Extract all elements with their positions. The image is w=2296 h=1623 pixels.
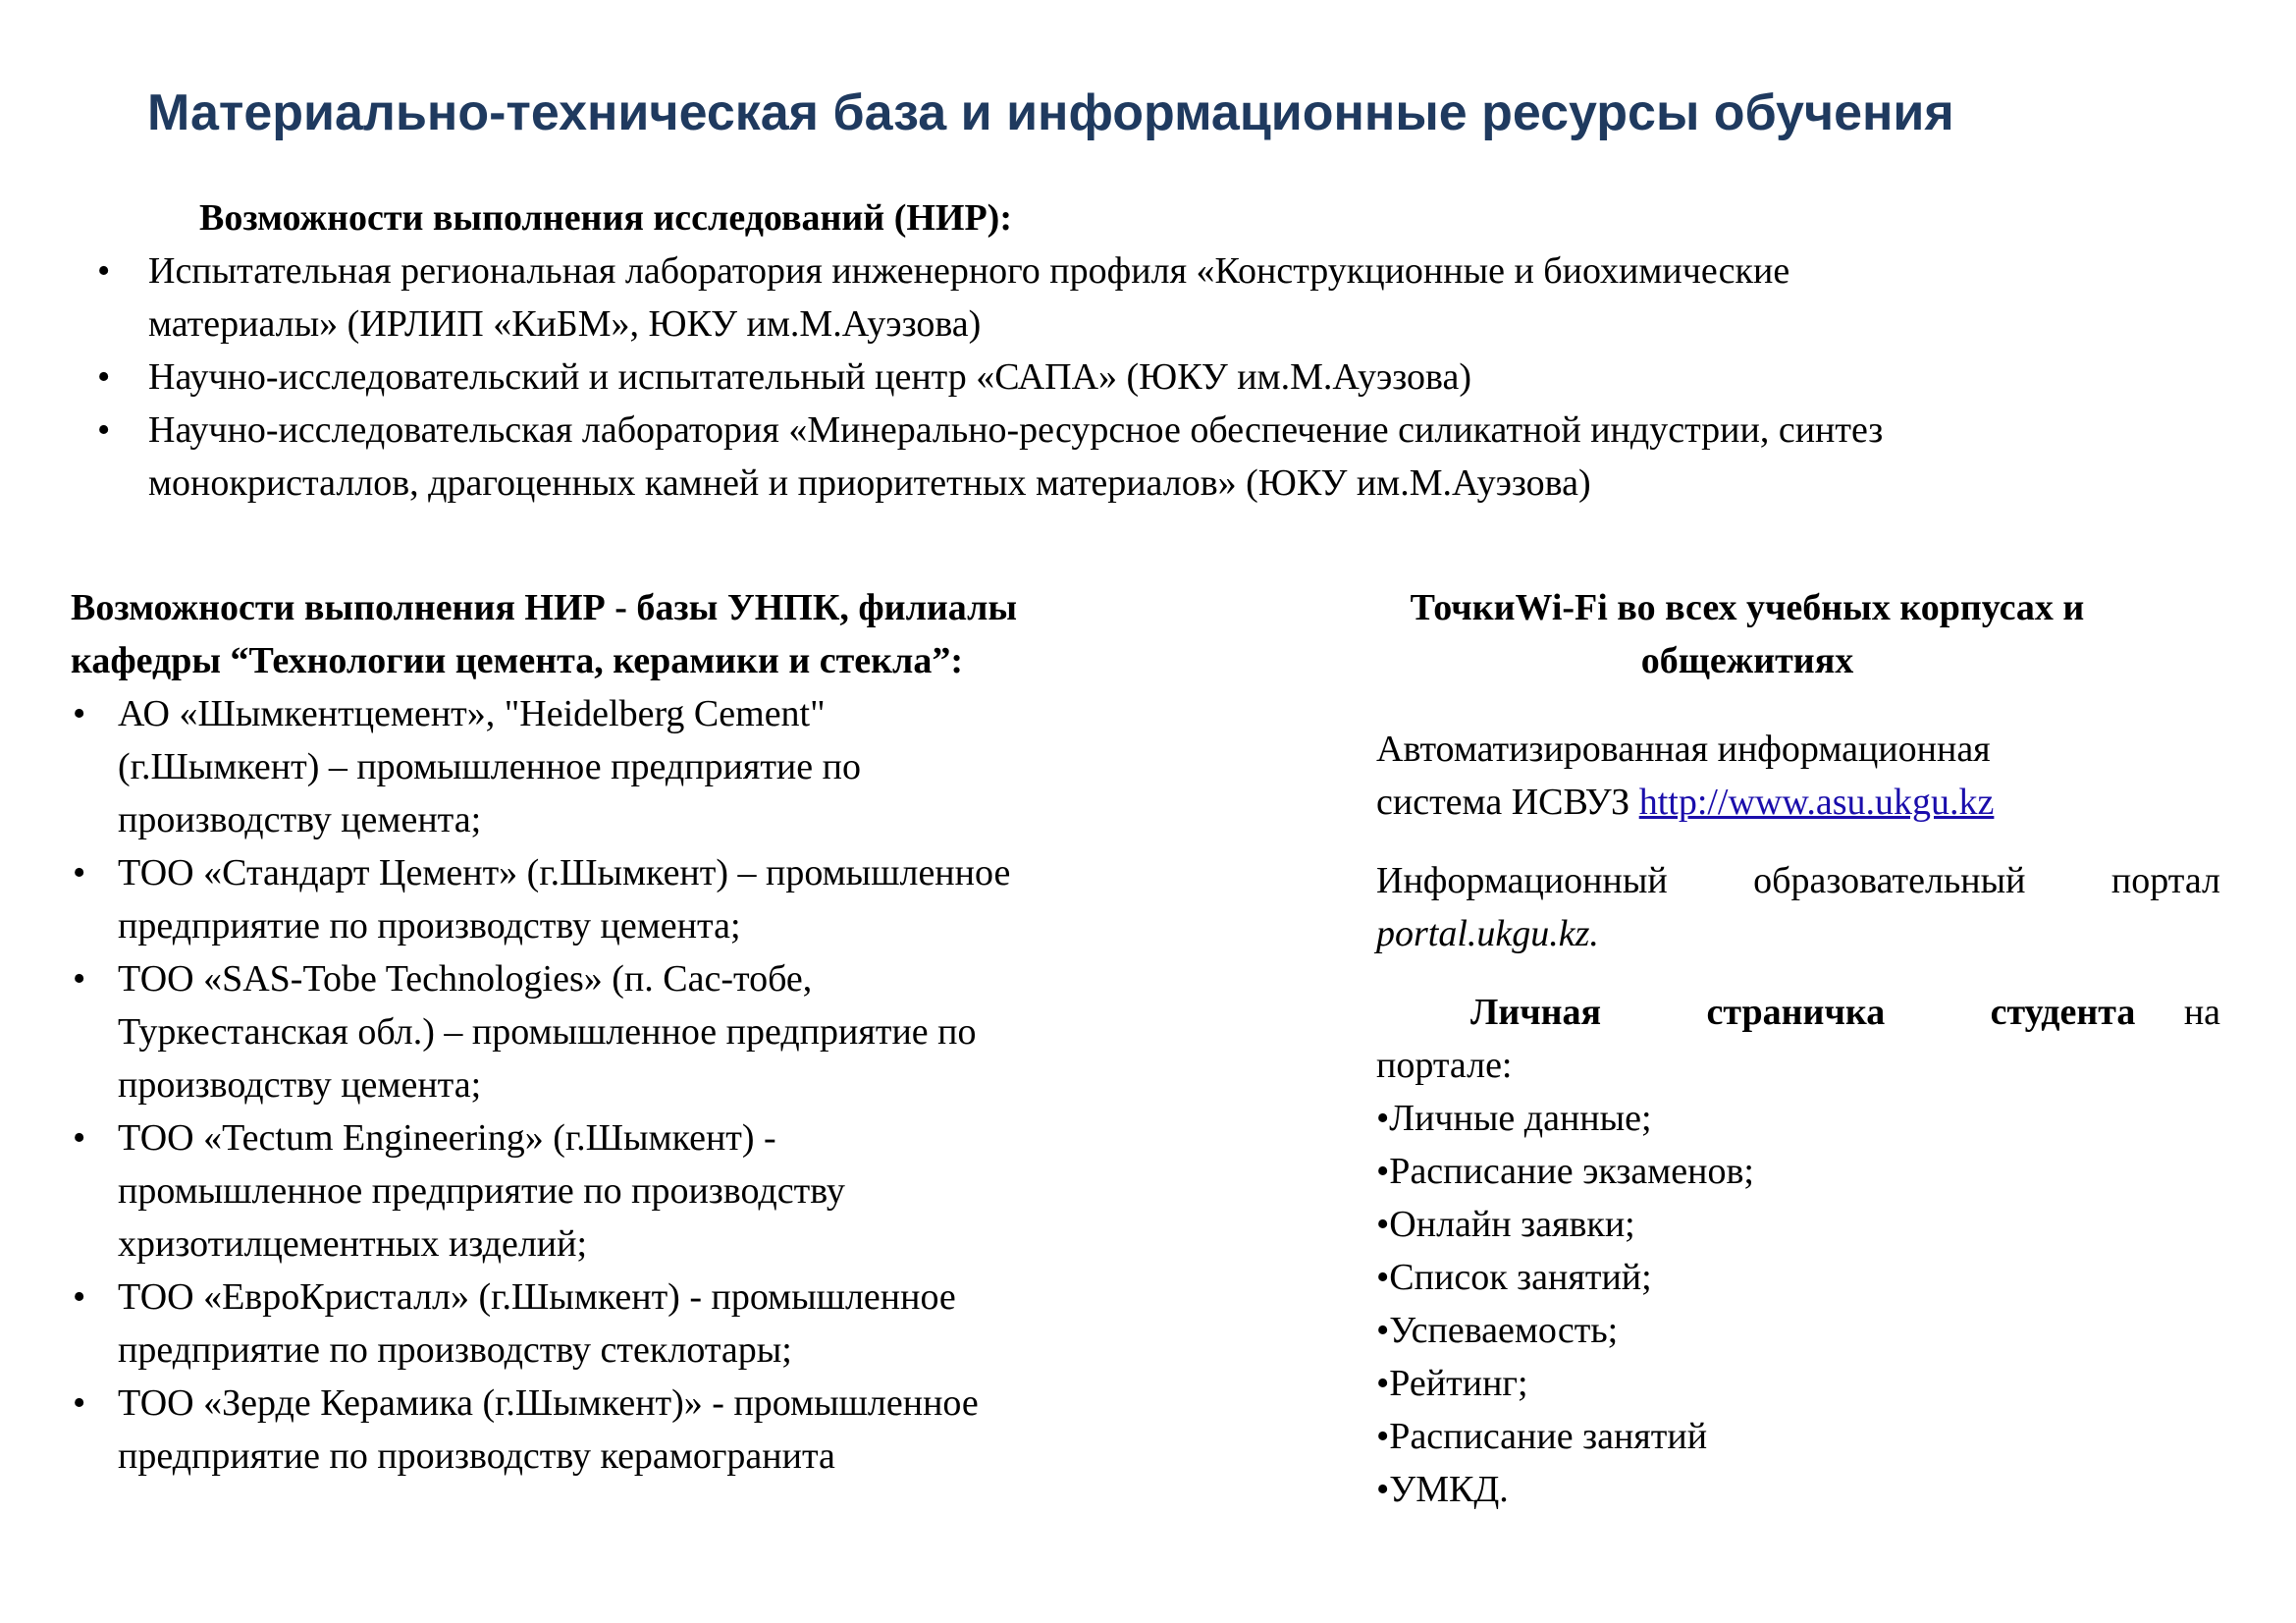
wifi-heading-line: общежитиях xyxy=(1640,640,1854,681)
bases-heading-line: кафедры “Технологии цемента, керамики и стекла”: xyxy=(71,640,963,681)
bases-section xyxy=(71,581,1249,1483)
bullet-icon: • xyxy=(73,1276,86,1318)
list-item xyxy=(71,687,1249,846)
student-page-paragraph xyxy=(1376,986,2220,1516)
wifi-heading xyxy=(1315,581,2179,687)
student-page-tail: на xyxy=(2183,992,2221,1033)
bases-heading xyxy=(71,581,1249,687)
list-item-line: ТОО «Зерде Керамика (г.Шымкент)» - промышленное xyxy=(118,1382,979,1424)
research-list xyxy=(93,244,2243,510)
list-item: •Расписание экзаменов; xyxy=(1376,1151,1754,1192)
research-section xyxy=(93,191,2243,510)
student-page-line: портале: xyxy=(1376,1045,1513,1086)
asu-link[interactable]: http://www.asu.ukgu.kz xyxy=(1638,782,1995,823)
list-item: •Личные данные; xyxy=(1376,1098,1652,1139)
list-item xyxy=(71,1271,1249,1377)
list-item xyxy=(71,952,1249,1111)
list-item: •Расписание занятий xyxy=(1376,1416,1708,1457)
student-page-title: Личная страничка студента xyxy=(1470,992,2136,1033)
list-item xyxy=(93,244,2243,351)
student-page-line xyxy=(1376,986,2220,1039)
list-item-line: хризотилцементных изделий; xyxy=(118,1223,588,1265)
list-item-line: предприятие по производству керамогранита xyxy=(118,1435,835,1477)
research-heading: Возможности выполнения исследований (НИР): xyxy=(199,197,1012,239)
isvuz-line: Автоматизированная информационная xyxy=(1376,729,1991,770)
bases-heading-line: Возможности выполнения НИР - базы УНПК, филиалы xyxy=(71,587,1018,628)
bullet-icon: • xyxy=(73,1117,86,1159)
list-item-line: Испытательная региональная лаборатория инженерного профиля «Конструкционные и биохимические xyxy=(148,250,1790,292)
list-item-line: ТОО «Tectum Engineering» (г.Шымкент) - xyxy=(118,1117,776,1159)
list-item: •Онлайн заявки; xyxy=(1376,1204,1635,1245)
list-item-line: Научно-исследовательская лаборатория «Минерально-ресурсное обеспечение силикатной индустрии, синтез xyxy=(148,409,1884,451)
bullet-icon: • xyxy=(73,693,86,734)
bullet-icon: • xyxy=(73,1382,86,1424)
bullet-icon: • xyxy=(73,958,86,1000)
list-item-line: производству цемента; xyxy=(118,799,482,840)
bullet-icon: • xyxy=(73,852,86,893)
bullet-icon: • xyxy=(97,356,111,398)
list-item-line: Научно-исследовательский и испытательный центр «САПА» (ЮКУ им.М.Ауэзова) xyxy=(148,356,1471,398)
list-item: •УМКД. xyxy=(1376,1469,1509,1510)
list-item-line: монокристаллов, драгоценных камней и приоритетных материалов» (ЮКУ им.М.Ауэзова) xyxy=(148,462,1591,504)
list-item-line: АО «Шымкентцемент», "Heidelberg Cement" xyxy=(118,693,826,734)
portal-line: Информационный образовательный портал xyxy=(1376,860,2220,901)
list-item: •Успеваемость; xyxy=(1376,1310,1619,1351)
list-item xyxy=(71,1377,1249,1483)
list-item: •Рейтинг; xyxy=(1376,1363,1528,1404)
list-item-line: Туркестанская обл.) – промышленное предприятие по xyxy=(118,1011,977,1053)
list-item xyxy=(93,351,2243,404)
list-item-line: ТОО «ЕвроКристалл» (г.Шымкент) - промышленное xyxy=(118,1276,956,1318)
list-item-line: производству цемента; xyxy=(118,1064,482,1106)
page-title: Материально-техническая база и информационные ресурсы обучения xyxy=(147,84,1954,141)
list-item-line: материалы» (ИРЛИП «КиБМ», ЮКУ им.М.Ауэзова) xyxy=(148,303,982,345)
portal-address: portal.ukgu.kz. xyxy=(1376,913,1599,954)
bullet-icon: • xyxy=(97,250,111,292)
list-item xyxy=(71,1111,1249,1271)
portal-paragraph xyxy=(1376,854,2220,960)
isvuz-line-prefix: система ИСВУЗ xyxy=(1376,782,1639,823)
list-item: •Список занятий; xyxy=(1376,1257,1652,1298)
list-item-line: промышленное предприятие по производству xyxy=(118,1170,845,1212)
list-item-line: предприятие по производству стеклотары; xyxy=(118,1329,792,1371)
list-item xyxy=(93,404,2243,510)
list-item-line: ТОО «Стандарт Цемент» (г.Шымкент) – промышленное xyxy=(118,852,1011,893)
bases-list xyxy=(71,687,1249,1483)
info-resources-section xyxy=(1376,723,2220,1516)
list-item-line: ТОО «SAS-Tobe Technologies» (п. Сас-тобе, xyxy=(118,958,813,1000)
student-page-list xyxy=(1376,1092,2220,1516)
list-item xyxy=(71,846,1249,952)
wifi-heading-line: ТочкиWi-Fi во всех учебных корпусах и xyxy=(1410,587,2085,628)
bullet-icon: • xyxy=(97,409,111,451)
isvuz-paragraph xyxy=(1376,723,2220,829)
list-item-line: (г.Шымкент) – промышленное предприятие по xyxy=(118,746,861,787)
list-item-line: предприятие по производству цемента; xyxy=(118,905,741,947)
